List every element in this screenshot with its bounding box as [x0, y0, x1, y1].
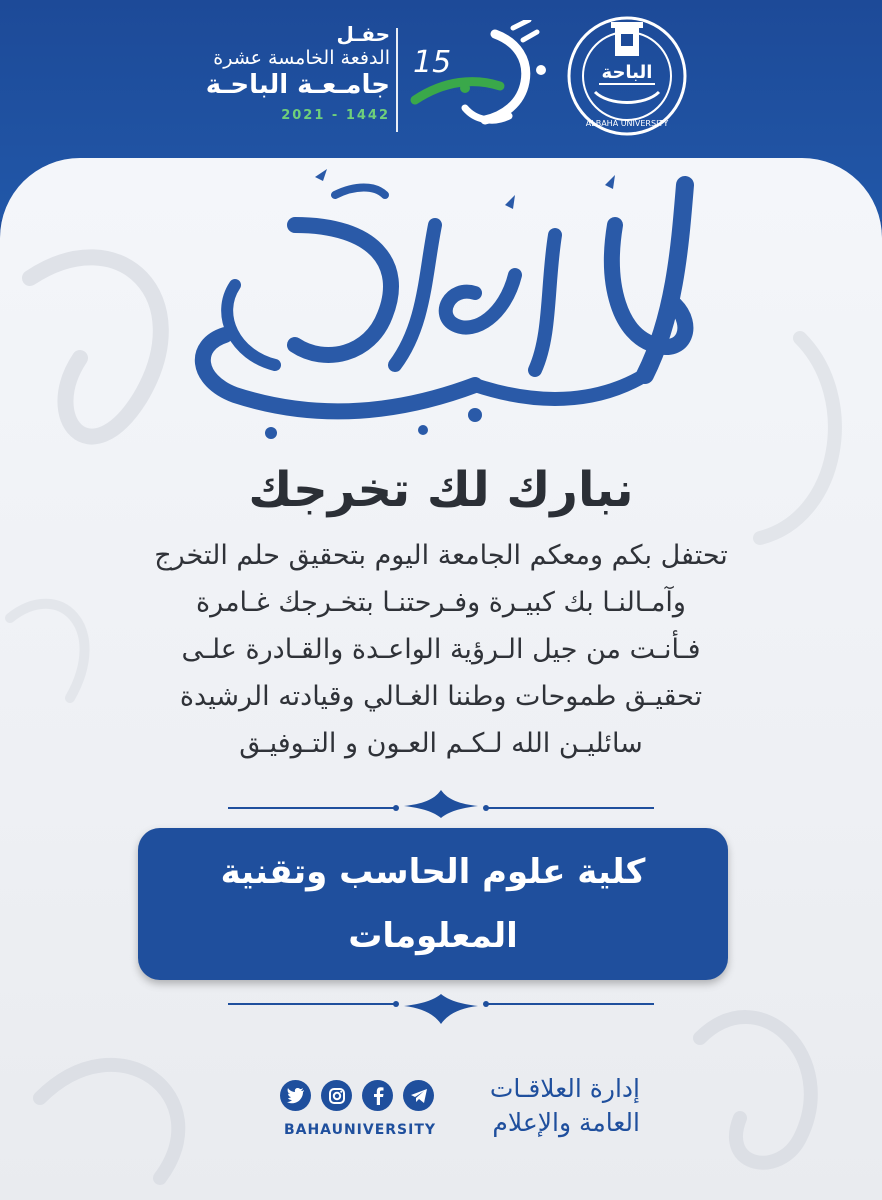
message-line: فـأنـت من جيل الـرؤية الواعـدة والقـادرة علـى	[181, 634, 701, 665]
headline: نبارك لك تخرجك	[248, 462, 634, 518]
department-line-1: إدارة العلاقـات	[489, 1074, 640, 1103]
badge-number: 15	[413, 45, 452, 80]
message-line: تحقيـق طموحات وطننا الغـالي وقيادته الرشيدة	[179, 681, 703, 712]
instagram-icon[interactable]	[321, 1080, 352, 1111]
department-name	[452, 1072, 640, 1140]
graduation-15-badge	[405, 20, 555, 135]
congratulations-calligraphy	[175, 165, 705, 455]
header-divider	[396, 28, 398, 132]
university-logo	[565, 14, 689, 138]
logo-english-text: ALBAHA UNIVERSITY	[585, 119, 669, 128]
year-label: 2021 - 1442	[281, 108, 390, 123]
college-name-box	[138, 828, 728, 980]
twitter-icon[interactable]	[280, 1080, 311, 1111]
batch-label: الدفعة الخامسة عشرة	[213, 47, 390, 69]
department-line-2: العامة والإعلام	[492, 1108, 640, 1137]
ceremony-label: حفـل	[336, 22, 390, 46]
ornament-divider-bottom	[228, 992, 654, 1026]
social-handle: BAHAUNIVERSITY	[283, 1122, 437, 1138]
congratulation-message	[110, 532, 772, 767]
facebook-icon[interactable]	[362, 1080, 393, 1111]
telegram-icon[interactable]	[403, 1080, 434, 1111]
message-line: تحتفل بكم ومعكم الجامعة اليوم بتحقيق حلم التخرج	[154, 540, 728, 571]
university-name: جامـعـة الباحـة	[205, 70, 390, 100]
message-line: وآمـالنـا بك كبيـرة وفـرحتنـا بتخـرجك غـامرة	[196, 587, 686, 618]
college-name: كلية علوم الحاسب وتقنية المعلومات	[220, 852, 646, 956]
logo-arabic-text: الباحة	[601, 62, 653, 83]
ornament-divider-top	[228, 788, 654, 820]
message-line: سائليـن الله لـكـم العـون و التـوفيـق	[239, 728, 643, 759]
ceremony-title	[110, 22, 390, 123]
social-links	[280, 1080, 440, 1112]
